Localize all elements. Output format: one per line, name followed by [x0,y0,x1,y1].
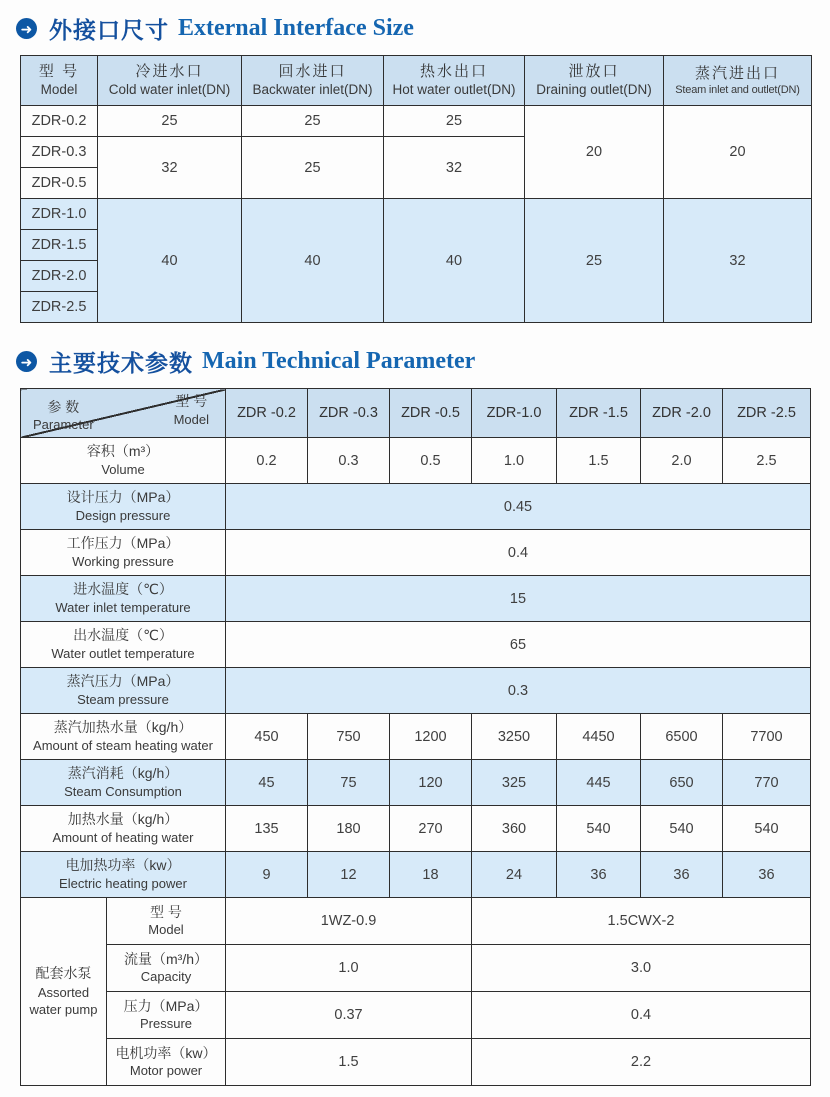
pump-value-right: 3.0 [472,945,811,992]
param-label: 容积（m³） Volume [21,438,226,484]
value-cell: 40 [98,199,242,323]
header-model: 型 号 Model [21,56,98,106]
arrow-right-circle-icon: ➜ [16,351,37,372]
value-cell: 32 [98,137,242,199]
param-label: 电加热功率（kw） Electric heating power [21,852,226,898]
param-label: 进水温度（℃） Water inlet temperature [21,576,226,622]
value-cell: 1.5 [557,438,641,484]
model-cell: ZDR-0.3 [21,137,98,168]
param-label: 蒸汽压力（MPa） Steam pressure [21,668,226,714]
value-cell: 1200 [390,714,472,760]
model-cell: ZDR-1.5 [21,230,98,261]
corner-diagonal-cell [21,389,226,438]
model-cell: ZDR-2.0 [21,261,98,292]
param-label: 蒸汽加热水量（kg/h） Amount of steam heating water [21,714,226,760]
merged-value-cell: 0.45 [226,484,811,530]
value-cell: 120 [390,760,472,806]
model-cell: ZDR-0.5 [21,168,98,199]
pump-value-right: 2.2 [472,1039,811,1086]
param-row-heating-water [21,806,811,852]
parameter-table-header-row [21,389,811,438]
value-cell: 750 [308,714,390,760]
technical-parameter-table [20,388,811,1086]
value-cell: 7700 [723,714,811,760]
value-cell: 1.0 [472,438,557,484]
pump-value-left: 1WZ-0.9 [226,898,472,945]
value-cell: 540 [641,806,723,852]
pump-row-capacity [21,945,811,992]
interface-size-table [20,55,812,323]
pump-param-label: 压力（MPa） Pressure [107,992,226,1039]
value-cell: 2.5 [723,438,811,484]
value-cell: 180 [308,806,390,852]
header-steam-inlet-outlet: 蒸汽进出口 Steam inlet and outlet(DN) [664,56,812,106]
value-cell: 12 [308,852,390,898]
merged-value-cell: 0.3 [226,668,811,714]
value-cell: 270 [390,806,472,852]
value-cell: 25 [384,106,525,137]
value-cell: 445 [557,760,641,806]
value-cell: 0.3 [308,438,390,484]
param-label: 设计压力（MPa） Design pressure [21,484,226,530]
value-cell: 0.2 [226,438,308,484]
merged-value-cell: 15 [226,576,811,622]
value-cell: 32 [384,137,525,199]
value-cell: 18 [390,852,472,898]
value-cell: 650 [641,760,723,806]
value-cell: 36 [723,852,811,898]
param-row-volume [21,438,811,484]
value-cell: 25 [98,106,242,137]
value-cell: 40 [242,199,384,323]
value-cell: 325 [472,760,557,806]
model-cell: ZDR-1.0 [21,199,98,230]
value-cell: 3250 [472,714,557,760]
pump-value-right: 1.5CWX-2 [472,898,811,945]
header-draining-outlet: 泄放口 Draining outlet(DN) [525,56,664,106]
value-cell: 25 [525,199,664,323]
value-cell: 2.0 [641,438,723,484]
pump-param-label: 流量（m³/h） Capacity [107,945,226,992]
section-1-title-zh: 外接口尺寸 [49,17,169,43]
param-label: 蒸汽消耗（kg/h） Steam Consumption [21,760,226,806]
interface-table-header-row [21,56,812,106]
header-model-column: ZDR-1.0 [472,389,557,438]
corner-model-label: 型 号 Model [173,393,209,427]
pump-param-label: 型 号 Model [107,898,226,945]
header-cold-water-inlet: 冷进水口 Cold water inlet(DN) [98,56,242,106]
arrow-right-circle-icon: ➜ [16,18,37,39]
value-cell: 540 [723,806,811,852]
pump-value-left: 0.37 [226,992,472,1039]
param-row-electric-heating-power [21,852,811,898]
value-cell: 540 [557,806,641,852]
header-model-column: ZDR -0.2 [226,389,308,438]
value-cell: 36 [641,852,723,898]
param-row-water-inlet-temperature [21,576,811,622]
value-cell: 135 [226,806,308,852]
param-row-steam-pressure [21,668,811,714]
pump-param-label: 电机功率（kw） Motor power [107,1039,226,1086]
value-cell: 40 [384,199,525,323]
header-model-column: ZDR -2.0 [641,389,723,438]
model-cell: ZDR-2.5 [21,292,98,323]
header-model-column: ZDR -2.5 [723,389,811,438]
table-row [21,106,812,137]
value-cell: 24 [472,852,557,898]
value-cell: 770 [723,760,811,806]
section-1-title-en: External Interface Size [178,15,414,41]
param-row-water-outlet-temperature [21,622,811,668]
value-cell: 4450 [557,714,641,760]
param-label: 加热水量（kg/h） Amount of heating water [21,806,226,852]
value-cell: 25 [242,137,384,199]
value-cell: 45 [226,760,308,806]
param-row-steam-heating-water [21,714,811,760]
value-cell: 75 [308,760,390,806]
pump-value-left: 1.0 [226,945,472,992]
header-model-column: ZDR -1.5 [557,389,641,438]
section-2-title-en: Main Technical Parameter [202,348,476,374]
corner-parameter-label: 参 数 Parameter [33,398,94,433]
value-cell: 36 [557,852,641,898]
pump-value-right: 0.4 [472,992,811,1039]
table-row [21,199,812,230]
value-cell: 25 [242,106,384,137]
section-2-title-zh: 主要技术参数 [49,350,193,376]
section-1-title [16,0,830,45]
value-cell: 6500 [641,714,723,760]
param-row-design-pressure [21,484,811,530]
pump-row-motor-power [21,1039,811,1086]
value-cell: 360 [472,806,557,852]
pump-row-model [21,898,811,945]
param-row-working-pressure [21,530,811,576]
param-label: 工作压力（MPa） Working pressure [21,530,226,576]
section-2-title [16,345,830,378]
header-hot-water-outlet: 热水出口 Hot water outlet(DN) [384,56,525,106]
value-cell: 32 [664,199,812,323]
param-label: 出水温度（℃） Water outlet temperature [21,622,226,668]
model-cell: ZDR-0.2 [21,106,98,137]
merged-value-cell: 0.4 [226,530,811,576]
pump-value-left: 1.5 [226,1039,472,1086]
value-cell: 0.5 [390,438,472,484]
header-model-column: ZDR -0.5 [390,389,472,438]
value-cell: 20 [664,106,812,199]
value-cell: 450 [226,714,308,760]
value-cell: 20 [525,106,664,199]
value-cell: 9 [226,852,308,898]
merged-value-cell: 65 [226,622,811,668]
pump-group-label: 配套水泵 Assorted water pump [21,898,107,1086]
header-backwater-inlet: 回水进口 Backwater inlet(DN) [242,56,384,106]
param-row-steam-consumption [21,760,811,806]
header-model-column: ZDR -0.3 [308,389,390,438]
pump-row-pressure [21,992,811,1039]
